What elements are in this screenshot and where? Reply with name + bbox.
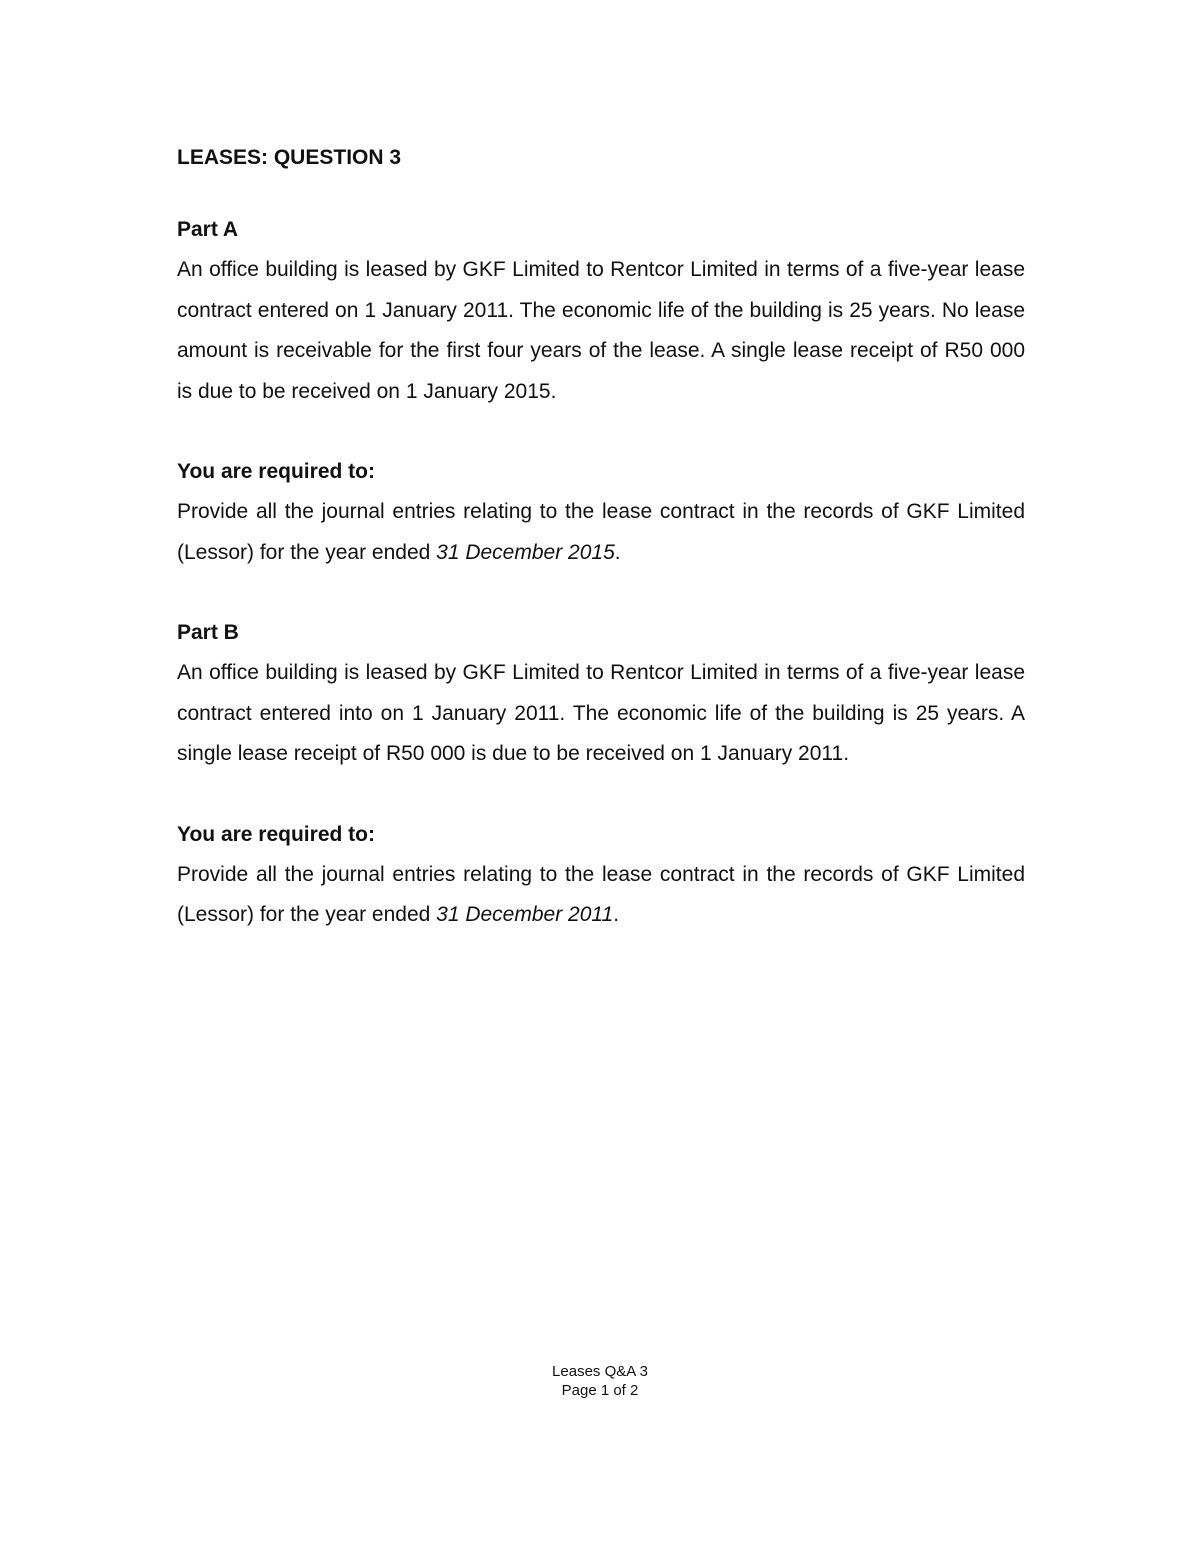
part-a-heading: Part A bbox=[177, 218, 239, 241]
part-a-paragraph: An office building is leased by GKF Limited to Rentcor Limited in terms of a five-year lease contract entered on 1 January 2011. The economic life of the building is 25 years. No lease amount is receivable for the first four years of the lease. A single lease receipt of R50 000 is due to be received on 1 January 2015. bbox=[177, 258, 1025, 403]
part-a-required-text bbox=[177, 492, 1025, 573]
part-a-section bbox=[177, 210, 1025, 573]
part-b-paragraph: An office building is leased by GKF Limited to Rentcor Limited in terms of a five-year lease contract entered into on 1 January 2011. The economic life of the building is 25 years. A single lease receipt of R50 000 is due to be received on 1 January 2011. bbox=[177, 661, 1025, 765]
document-title: LEASES: QUESTION 3 bbox=[177, 146, 402, 169]
part-b-required-end: . bbox=[613, 903, 620, 926]
document-page bbox=[177, 138, 1025, 936]
part-b-required-date: 31 December 2011 bbox=[436, 903, 614, 926]
page-footer bbox=[0, 1362, 1200, 1400]
part-b-section bbox=[177, 613, 1025, 936]
part-a-required-date: 31 December 2015 bbox=[436, 540, 615, 564]
part-b-required-body: Provide all the journal entries relating to the lease contract in the records of GKF Limited (Lessor) for the year ended bbox=[177, 862, 1025, 926]
part-a-required-end: . bbox=[614, 540, 621, 564]
part-b-required-heading: You are required to: bbox=[177, 822, 375, 846]
part-b-required-text bbox=[177, 855, 1025, 936]
footer-document-name: Leases Q&A 3 bbox=[552, 1363, 648, 1380]
part-a-required-heading: You are required to: bbox=[177, 460, 375, 483]
footer-page-number: Page 1 of 2 bbox=[561, 1382, 639, 1399]
part-a-required-body: Provide all the journal entries relating to the lease contract in the records of GKF Limited (Lessor) for the year ended bbox=[177, 500, 1025, 564]
part-b-heading: Part B bbox=[177, 621, 239, 644]
